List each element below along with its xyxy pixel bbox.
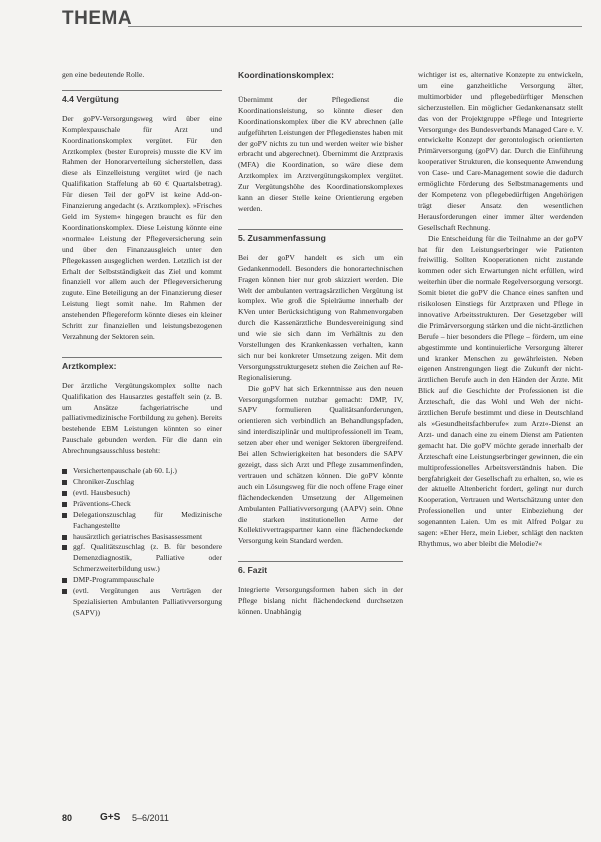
list-item: (evtl. Hausbesuch) <box>62 488 222 499</box>
column-3 <box>418 70 583 550</box>
heading-arztkomplex: Arztkomplex: <box>62 360 117 371</box>
list-item: Versichertenpauschale (ab 60. Lj.) <box>62 466 222 477</box>
page-footer <box>62 813 262 829</box>
paragraph: Der ärztliche Vergütungskomplex sollte nach Qualifikation des Hausarztes gestaffelt sein (z. B. um Ansätze fachgeriatrische und palliativmedizinische Fortbildung zu gehen). Bereits bestehende EBM Leistungen könnten so einer Pauschale gebunden werden. Für die dann ein Abrechnungsausschluss besteht: <box>62 380 222 456</box>
section-divider <box>238 229 403 230</box>
bullet-list <box>62 466 222 619</box>
section-divider <box>238 561 403 562</box>
section-title: THEMA <box>62 8 133 29</box>
page-number: 80 <box>62 813 73 823</box>
section-divider <box>62 357 222 358</box>
journal-name: G+S <box>100 812 121 823</box>
list-item: Chroniker-Zuschlag <box>62 477 222 488</box>
paragraph: Die goPV hat sich Erkenntnisse aus den neuen Versorgungsformen nutzbar gemacht: DMP, IV, SAPV formulieren Qualitätsanforderungen, orientieren sich verbindlich an Behandlungspfaden, sind interdisziplinär und multiprofessionell im Team, setzen aber eher und weniger Sektoren übergreifend. Bei allen Schwierigkeiten hat besonders die SAPV gezeigt, dass sich Arzt und Pflege zusammenfinden, vertrauen und schätzen können. Die goPV könnte auch ein Lösungsweg für die noch offene Frage einer flächendeckenden Umsetzung der Allgemeinen Ambulanten Palliativversorgung (AAPV) sein. Ohne die starken institutionellen Arme der Kollektivvertragspartner kann eine flächendeckende Versorgung kein Standard werden. <box>238 383 403 546</box>
heading-zusammenfassung: 5. Zusammenfassung <box>238 232 326 243</box>
paragraph: Der goPV-Versorgungsweg wird über eine Komplexpauschale für Arzt und Koordinationskomplex vergütet. Für den Arztkomplex (bester Europreis) musste die KV im Rahmen der Honorarverteilung sicherstellen, dass diese als Einzelleistung vergütet wird (je nach Qualifikation Staffelung ab 60 € Quartalsbetrag). Für diesen Teil der goPV ist keine Add-on-Finanzierung angedacht (s. Arztkomplex). »Frisches Geld im System« hingegen braucht es für den Koordinationskomplex. Diese Leistung könnte eine »normale« Leistung der Pflegeversicherung sein und über den Finanzausgleich unter den Pflegekassen ausgeglichen werden. Letztlich ist der Erhalt der Selbstständigkeit das Ziel und kommt finanziell vor allem auch der Pflegeversicherung zugute. Eine Beteiligung an der Finanzierung dieser Leistung liegt somit nahe. Im Rahmen der anstehenden Pflegereform könnte dieses ein kleiner Schritt zur finanziellen und leistungsbezogenen Verzahnung der Sektoren sein. <box>62 113 222 341</box>
heading-verguetung: 4.4 Vergütung <box>62 93 119 104</box>
list-item: ggf. Qualitätszuschlag (z. B. für besondere Demenzdiagnostik, Palliative oder Schmerzweiterbildung usw.) <box>62 542 222 575</box>
paragraph: wichtiger ist es, alternative Konzepte zu entwickeln, um eine ganzheitliche Versorgung älter, multimorbider und pflegebedürftiger Menschen sicherzustellen. Ein möglicher Gedankenansatz stellt das von der Projektgruppe »Pflege und Integrierte Versorgung« des Bundesverbands Managed Care e. V. entwickelte Konzept der gerontologisch orientierten Primärversorgung (goPV) dar. Durch die Einführung kooperativer Strukturen, die konsequente Anwendung von Case- und Care-Management sowie die dadurch ermöglichte Förderung des Selbstmanagements und der Kompetenz von pflegebedürftigen Angehörigen trägt dieser Ansatz den wesentlichen Herausforderungen einer immer älter werdenden Gesellschaft Rechnung. <box>418 70 583 232</box>
list-item: (evtl. Vergütungen aus Verträgen der Spezialisierten Ambulanten Palliativversorgung (SAPV)) <box>62 586 222 619</box>
list-item: Delegationszuschlag für Medizinische Fachangestellte <box>62 510 222 532</box>
issue-number: 5–6/2011 <box>132 813 169 823</box>
paragraph: gen eine bedeutende Rolle. <box>62 70 145 79</box>
section-divider <box>62 90 222 91</box>
paragraph: Bei der goPV handelt es sich um ein Gedankenmodell. Besonders die honorartechnischen Fragen können hier nur grob skizziert werden. Die Welt der ambulanten vertragsärztlichen Vergütung ist komplex. Wie groß die Spielräume innerhalb der KVen unter Berücksichtigung von Rahmenvorgaben durch die Kassenärztliche Bundesvereinigung sind und wie sie sich dann im Verhältnis zu den Vorstellungen des Krankenkassen verhalten, kann sich nur bei konkreter Umsetzung zeigen. Mit dem Versorgungsstrukturgesetz stehen die Zeichen auf Re-Regionalisierung. <box>238 252 403 382</box>
list-item: DMP-Programmpauschale <box>62 575 222 586</box>
paragraph: Integrierte Versorgungsformen haben sich in der Pflege bislang nicht flächendeckend durchsetzen können. Unabhängig <box>238 585 403 616</box>
paragraph: Übernimmt der Pflegedienst die Koordinationsleistung, so könnte dieser den Koordinationskomplex über die KV abrechnen (alle aufgeführten Leistungen der Pflegedienstes haben mit der goPV nichts zu tun und werden weiter wie bisher erbracht und abgerechnet). Übernimmt die Arztpraxis (MFA) die Koordination, so wäre diese dem Arztkomplex im Arztvergütungskomplex vergütet. Zur Vergütungshöhe des Koordinationskomplexes kann an dieser Stelle keine Orientierung ergeben werden. <box>238 94 403 213</box>
heading-koordinationskomplex: Koordinationskomplex: <box>238 70 334 80</box>
paragraph: Die Entscheidung für die Teilnahme an der goPV hat für den Leistungserbringer wie Patienten freiwillig. Sollten Kooperationen nicht zustande kommen oder sich Erwartungen nicht erfüllen, wird weiterhin über die normale Regelversorgung versorgt. Somit bietet die goPV die Chance eines sanften und risikolosen Einstiegs für Arztpraxen und Pflege in innovative Arbeitsstrukturen. Der Gesetzgeber will die Primärversorgung stärken und die nicht-ärztlichen Berufe – hier besonders die Pflege – fördern, um eine abgestimmte und kontinuierliche Versorgung älterer und kranker Menschen zu gewährleisten. Neben eigenen Anstrengungen liegt die Zukunft der nicht-ärztlichen Berufe auch in den Händen der Ärzte. Mit Blick auf die Geschichte der Professionen ist die Ärzteschaft, die das Wohl und Weh der nicht-ärztlichen Berufe bestimmt und diese in Deutschland als »Gesundheitsfachberufe« zum Arzt«-Dienst an Arzt- und danach eine zu einem Dienst am Patienten gemacht hat. Die goPV möchte gerade innerhalb der Ärzteschaft eine Leistungserbringer gewinnen, die ein multiprofessionelles Arbeitsverständnis haben. Die bergfahrigkeit der Gesellschaft zu erhalten, so, wie es der aktuelle Altenbericht fordert, gelingt nur durch Kooperation, Vertrauen und Wertschätzung unter den Professionellen und unter Einbeziehung der sogenannten Laien. Um es mit Alfred Polgar zu sagen: »Eher Herz, mein Lieber, schlägt den nackten Rhythmus, wo aber bleibt die Melodie?« <box>418 233 583 548</box>
column-1 <box>62 70 222 619</box>
column-2 <box>238 70 403 618</box>
heading-fazit: 6. Fazit <box>238 565 268 576</box>
list-item: Präventions-Check <box>62 499 222 510</box>
list-item: hausärztlich geriatrisches Basisassessment <box>62 532 222 543</box>
header-rule <box>128 26 582 27</box>
page-header <box>62 6 582 32</box>
